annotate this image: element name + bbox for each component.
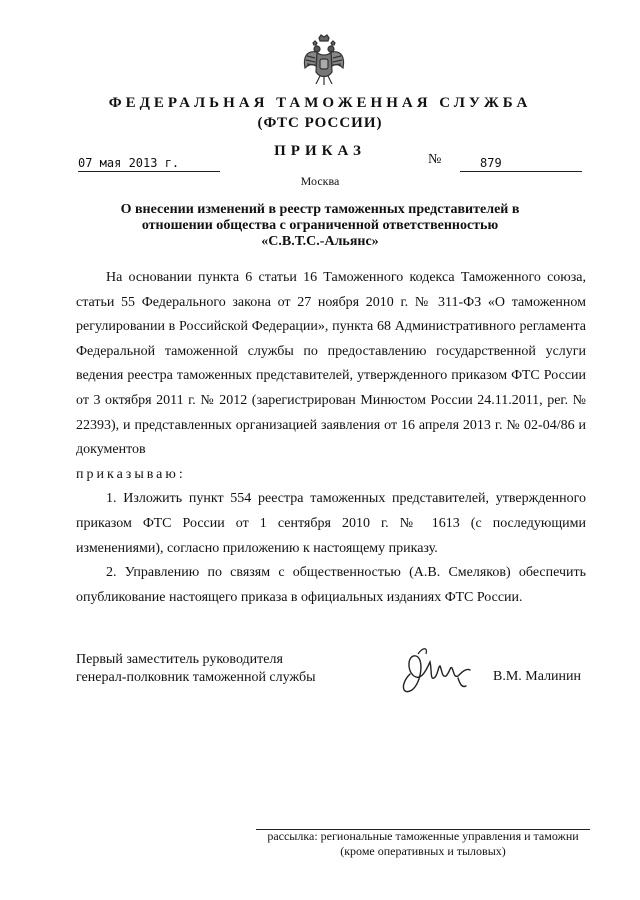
order-word: приказываю: — [76, 466, 186, 482]
signatory-name: В.М. Малинин — [493, 669, 582, 684]
preamble-paragraph: На основании пункта 6 статьи 16 Таможенного кодекса Таможенного союза, статьи 55 Федерального закона от 27 ноября 2010 г. № 311-ФЗ «О таможенном регулировании в Российской Федерации», пункта 68 Административного регламента Федеральной таможенной службы по предоставлению государственной услуги ведения реестра таможенных представителей, утвержденного приказом ФТС России от 3 октября 2011 г. № 2012 (зарегистрирован Минюстом России 24.11.2011, рег. № 22393), и представленных организацией заявления от 16 апреля 2013 г. № 02-04/86 и документов — [76, 270, 586, 458]
signatory-position-line-1: Первый заместитель руководителя — [76, 652, 283, 667]
document-type-title: ПРИКАЗ — [274, 143, 366, 159]
order-item-1: 1. Изложить пункт 554 реестра таможенных представителей, утвержденного приказом ФТС России от 1 сентября 2010 г. № 1613 (с последующими изменениями), согласно приложению к настоящему приказу. — [76, 491, 586, 556]
subject-line-2: отношении общества с ограниченной ответственностью — [141, 218, 499, 233]
distribution-list — [256, 829, 590, 859]
order-body — [76, 266, 586, 610]
subject-line-1: О внесении изменений в реестр таможенных представителей в — [120, 202, 520, 217]
subject-line-3: «С.В.Т.С.-Альянс» — [261, 234, 379, 249]
city-name: Москва — [300, 174, 340, 188]
order-subject — [100, 202, 540, 250]
distribution-line-2: (кроме оперативных и тыловых) — [340, 844, 506, 858]
order-number: 879 — [460, 156, 582, 172]
order-date: 07 мая 2013 г. — [78, 156, 220, 172]
number-sign: № — [428, 152, 442, 167]
order-item-2: 2. Управлению по связям с общественностью (А.В. Смеляков) обеспечить опубликование настоящего приказа в официальных изданиях ФТС России. — [76, 565, 586, 605]
agency-name: ФЕДЕРАЛЬНАЯ ТАМОЖЕННАЯ СЛУЖБА — [108, 95, 532, 111]
agency-short-name: (ФТС РОССИИ) — [257, 115, 383, 131]
handwritten-signature-icon — [396, 640, 482, 700]
signatory-position-line-2: генерал-полковник таможенной службы — [76, 670, 316, 685]
state-emblem-icon — [302, 34, 346, 86]
signatory-position — [76, 651, 315, 687]
distribution-line-1: рассылка: региональные таможенные управления и таможни — [267, 829, 579, 843]
